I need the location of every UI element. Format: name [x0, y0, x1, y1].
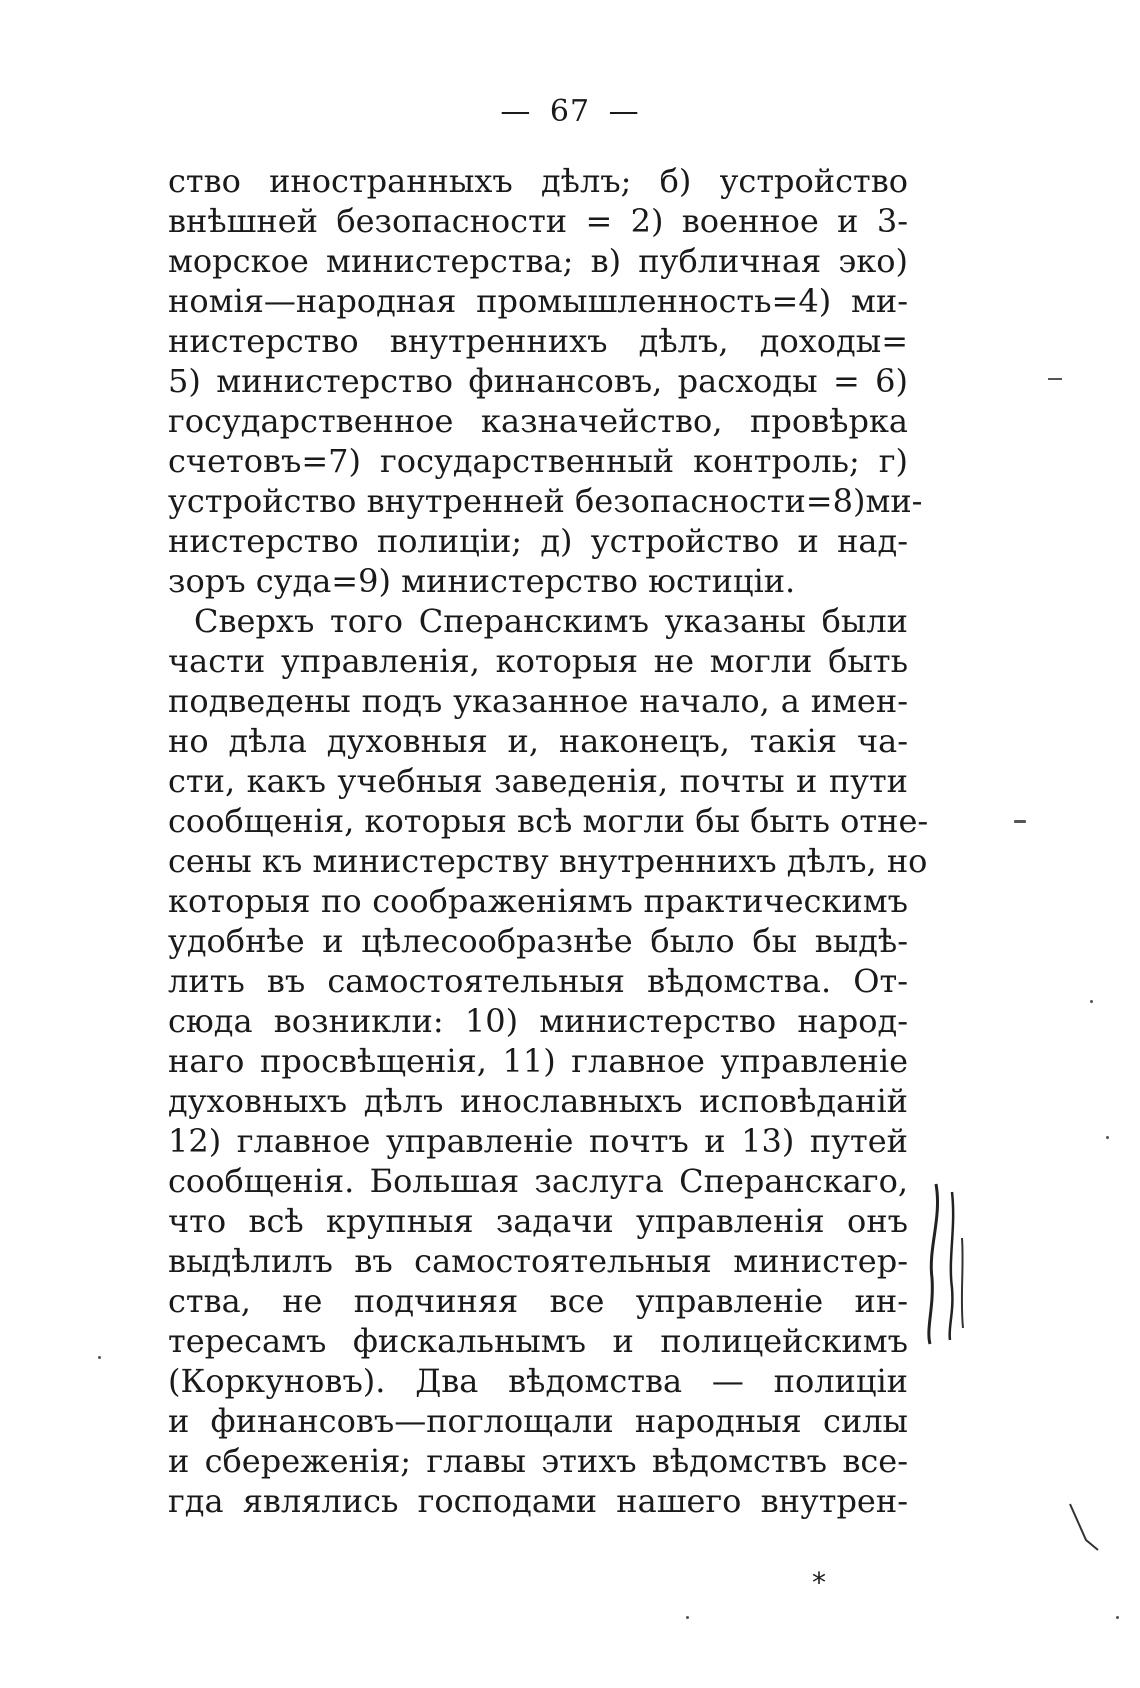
- text-line: внѣшней безопасности = 2) военное и 3-: [168, 202, 908, 240]
- text-line: 12) главное управленіе почтъ и 13) путей: [168, 1122, 908, 1160]
- text-line: морское министерства; в) публичная эко): [168, 242, 908, 280]
- text-line: устройство внутренней безопасности=8)ми-: [168, 482, 923, 520]
- text-line: выдѣлилъ въ самостоятельныя министер-: [168, 1242, 908, 1280]
- text-line: сены къ министерству внутреннихъ дѣлъ, но: [168, 842, 928, 880]
- text-line: части управленія, которыя не могли быть: [168, 642, 908, 680]
- text-line: удобнѣе и цѣлесообразнѣе было бы выдѣ-: [168, 922, 908, 960]
- text-line: нистерство полиціи; д) устройство и над-: [168, 522, 908, 560]
- page-number-header: [0, 94, 1140, 129]
- body-text: [168, 161, 929, 1521]
- text-line: зоръ суда=9) министерство юстиціи.: [168, 562, 796, 600]
- text-line: сообщенія, которыя всѣ могли бы быть отне-: [168, 802, 929, 840]
- paper-speck: [98, 1356, 101, 1359]
- text-line: ства, не подчиняя все управленіе ин-: [168, 1282, 908, 1320]
- text-line: номія—народная промышленность=4) ми-: [168, 282, 908, 320]
- text-line: тересамъ фискальнымъ и полицейскимъ: [168, 1322, 908, 1360]
- text-line: счетовъ=7) государственный контроль; г): [168, 442, 908, 480]
- text-line: лить въ самостоятельныя вѣдомства. От-: [168, 962, 908, 1000]
- text-line: 5) министерство финансовъ, расходы = 6): [168, 362, 908, 400]
- text-line: и финансовъ—поглощали народныя силы: [168, 1402, 908, 1440]
- text-line: что всѣ крупныя задачи управленія онъ: [168, 1202, 908, 1240]
- text-line: государственное казначейство, провѣрка: [168, 402, 908, 440]
- paper-speck: [1116, 1616, 1119, 1619]
- text-line: сообщенія. Большая заслуга Сперанскаго,: [168, 1162, 908, 1200]
- paragraph-start-line: Сверхъ того Сперанскимъ указаны были: [194, 602, 908, 640]
- page-number: 67: [549, 94, 591, 129]
- text-line: нистерство внутреннихъ дѣлъ, доходы=: [168, 322, 908, 360]
- text-line: ство иностранныхъ дѣлъ; б) устройство: [168, 162, 908, 200]
- signature-mark: *: [812, 1566, 826, 1599]
- handwritten-margin-bracket: [918, 1178, 968, 1348]
- paper-speck: [686, 1616, 689, 1619]
- text-line: подведены подъ указанное начало, а имен-: [168, 682, 908, 720]
- text-line: гда являлись господами нашего внутрен-: [168, 1482, 908, 1520]
- pencil-stroke-mark: [1066, 1500, 1100, 1554]
- text-line: сти, какъ учебныя заведенія, почты и пути: [168, 762, 908, 800]
- text-line: духовныхъ дѣлъ инославныхъ исповѣданій: [168, 1082, 908, 1120]
- paper-speck: [1090, 1000, 1093, 1003]
- header-dash-right: —: [608, 94, 640, 129]
- text-line: наго просвѣщенія, 11) главное управленіе: [168, 1042, 908, 1080]
- text-line: и сбереженія; главы этихъ вѣдомствъ все-: [168, 1442, 908, 1480]
- text-line: которыя по соображеніямъ практическимъ: [168, 882, 908, 920]
- text-line: но дѣла духовныя и, наконецъ, такія ча-: [168, 722, 908, 760]
- header-dash-left: —: [500, 94, 532, 129]
- paper-speck: [1106, 1136, 1109, 1139]
- text-line: сюда возникли: 10) министерство народ-: [168, 1002, 908, 1040]
- paper-speck: [1048, 378, 1062, 380]
- paper-speck: [1014, 820, 1026, 823]
- text-line: (Коркуновъ). Два вѣдомства — полиціи: [168, 1362, 908, 1400]
